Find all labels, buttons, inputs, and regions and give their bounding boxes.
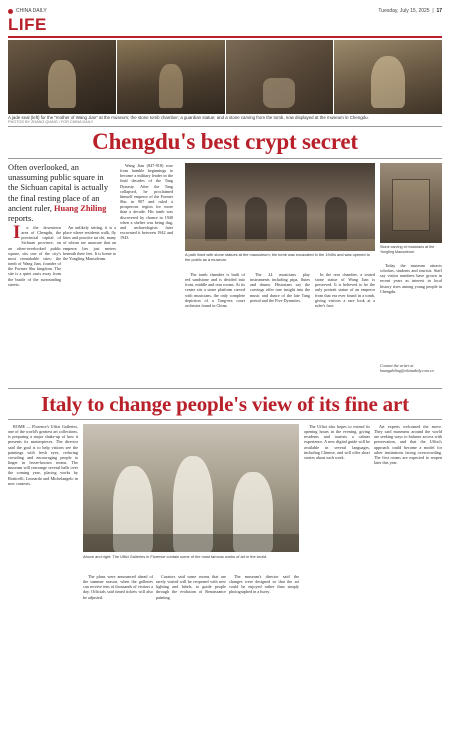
story1-column-7: [380, 263, 442, 363]
photo-caption: A path lined with stone statues at the mausoleum; the tomb was excavated in the 1940s and was opened to the public as a museum.: [185, 252, 370, 262]
article-text: In the rear chamber, a seated stone statue of Wang Jian is preserved. It is believed to be the only portrait statue of an emperor from that era ever found in a tomb, giving visitors a rare look at a ruler's face.: [315, 272, 375, 308]
photo-jade-seal: [8, 40, 116, 114]
story2-column-4: [229, 574, 299, 740]
photo-tomb-chamber: [226, 40, 334, 114]
logo-dot-icon: [8, 9, 13, 14]
article-text: The Uffizi also hopes to extend its opening hours in the evening, giving residents and tourists a calmer experience. A new digital guide will be available in several languages, including Chinese, and will offer short stories about each work.: [304, 424, 370, 460]
section-title: LIFE: [8, 15, 47, 34]
article-text: Wang Jian (847-918) rose from humble beginnings to become a military leader in the final decades of the Tang Dynasty. After the Tang collapsed, he proclaimed himself emperor of the Former Shu in 907 and ruled a prosperous region for more than a decade. His tomb was discovered by chance in 1940 when a shelter was being dug, and archaeologists later excavated it between 1942 and 1943.: [120, 163, 173, 241]
intro-end: reports.: [8, 214, 34, 224]
article-text: n the downtown area of Chengdu, the provincial capital of Sichuan province, on an often-overlooked public square, sits one of the city's most remarkable sites: the tomb of Wang Jian, founder of the Former Shu kingdom. The site is a quiet oasis away from the bustle of the surrounding streets.: [8, 225, 61, 287]
date: Tuesday, July 15, 2025: [378, 8, 430, 14]
story2-column-3: [156, 574, 226, 740]
divider: [8, 388, 442, 389]
article-text: The plans were announced ahead of the summer season, when the galleries can receive tens of thousands of visitors a day. Officials said timed tickets will also be adjusted.: [83, 574, 153, 600]
paper-name: CHINA DAILY: [16, 8, 47, 14]
hero-photo-strip: [8, 40, 442, 114]
hero-caption: [8, 115, 442, 126]
intro-text: Often overlooked, an unassuming public square in the Sichuan capital is actually the final resting place of an ancient ruler,: [8, 163, 109, 213]
article-text: Today the museum attracts scholars, students and tourists. Staff say visitor numbers have grown in recent years as interest in local history rises among young people in Chengdu.: [380, 263, 442, 294]
story2-column-2: [83, 574, 153, 740]
photo-caption: Above and right: The Uffizi Galleries in Florence contain some of the most famous works of art in the world.: [83, 554, 268, 559]
article-text: ROME — Florence's Uffizi Galleries, one of the world's greatest art collections, is preparing a major shake-up of how it presents its masterpieces. The director said the goal is to help visitors see the paintings with fresh eyes, reducing crowding and encouraging people to linger in lesser-known rooms. The museum will rearrange several halls over the coming year, placing works by Botticelli, Leonardo and Michelangelo in new contexts.: [8, 424, 78, 486]
byline: Huang Zhiling: [53, 203, 107, 213]
story1-column-6: [315, 272, 375, 381]
page-number: 17: [436, 8, 442, 14]
hero-caption-text: A jade seal (left) for the "mother of Wang Jian" at the museum; the stone tomb chamber; a guardian statue; and a stone carving from the tomb, now displayed at the museum in Chengdu.: [8, 115, 369, 120]
photo-stone-carving: [334, 40, 442, 114]
article-text: An unlikely setting, it is a place where residents walk, fly kites and practice tai chi, many of whom are unaware that an emperor lies just meters beneath their feet. It is home to the Yongling Mausoleum.: [63, 225, 116, 261]
story1-intro: [8, 163, 113, 224]
divider: [8, 158, 442, 159]
photo-mausoleum-path: [185, 163, 375, 251]
photo-stone-carving-detail: [380, 163, 442, 243]
story2-column-6: [374, 424, 442, 740]
divider: [8, 126, 442, 127]
article-text: Curators said some rooms that are rarely visited will be reopened with new lighting and labels, to guide people through the evolution of Renaissance painting.: [156, 574, 226, 600]
story1-column-1: [8, 225, 61, 381]
story1-column-5: [250, 272, 310, 381]
article-text: The museum's director said the changes were designed so that the art could be enjoyed rather than simply photographed in a hurry.: [229, 574, 299, 595]
article-text: The 24 musicians play instruments including pipa, flutes and drums. Historians say the carvings offer rare insight into the music and dance of the late Tang period and the Five Dynasties.: [250, 272, 310, 303]
brand: [8, 8, 47, 14]
story2-column-1: [8, 424, 78, 740]
masthead: [8, 6, 442, 16]
story1-column-4: [185, 272, 245, 381]
date-page: Tuesday, July 15, 2025 | 17: [378, 8, 442, 14]
story2-column-5: [304, 424, 370, 740]
writer-contact: Contact the writer at huangzhiling@chinadaily.com.cn: [380, 363, 434, 373]
drop-cap: I: [13, 225, 21, 243]
photo-guardian-statue: [117, 40, 225, 114]
photo-credit: PHOTOS BY ZHANG QIANG / FOR CHINA DAILY: [8, 120, 94, 125]
section-rule: [8, 36, 442, 38]
story2-body: [8, 424, 442, 742]
story1-column-2: [63, 225, 116, 381]
divider: [8, 419, 442, 420]
story1-column-3: [120, 163, 173, 381]
article-text: Art experts welcomed the move. They said museums around the world are seeking ways to balance access with preservation, and that the Uffizi's approach could become a model for other institutions facing overcrowding. The first rooms are expected to reopen later this year.: [374, 424, 442, 466]
article-text: The tomb chamber is built of red sandstone and is divided into front, middle and rear rooms. At its center sits a stone platform carved with musicians, the only complete depiction of a Tang-era court orchestra found in China.: [185, 272, 245, 308]
photo-uffizi-galleries: [83, 424, 299, 552]
photo-caption: Stone carving of musicians at the Yongling Mausoleum.: [380, 245, 435, 254]
story2-headline: Italy to change people's view of its fine art: [41, 392, 409, 416]
story1-headline: Chengdu's best crypt secret: [92, 129, 358, 154]
story1-body: [8, 163, 442, 383]
